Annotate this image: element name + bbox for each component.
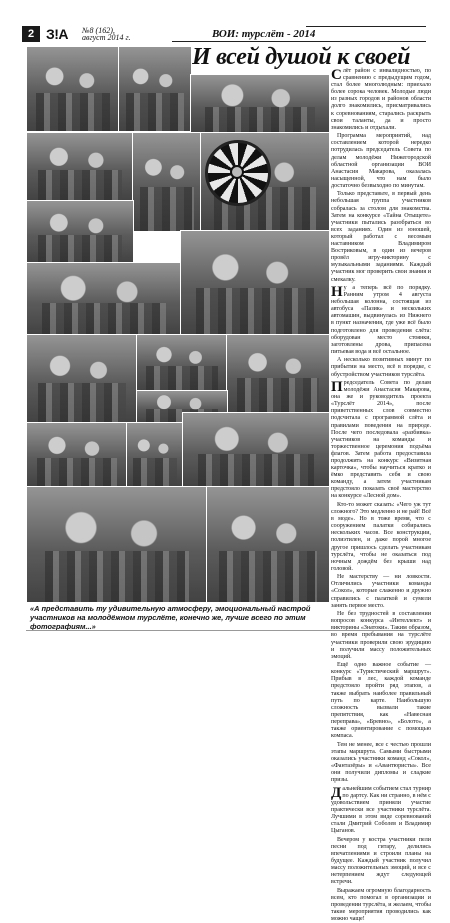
article-paragraph: Слёт район с инвалидностью, по сравнению с предыдущим годом, стал более многолюдным: приехало более сорока человек. Молодые люди из разных городов и районов области долго знакомились, присматривались к соревнованиям, старались раскрыть свои таланты, да и просто знакомились и отдыхали. (331, 67, 431, 131)
photo-team-forest (132, 132, 202, 232)
article-paragraph: Ещё одно важное событие — конкурс «Туристический маршрут». Прибыв в лес, каждой команде предстояло пройти ряд этапов, а также выбрать наиболее правильный путь по карте. Наибольшую сложность вызвали такие препятствия, как «Навесная переправа», «Бревно», «Болото», а также ориентирование с помощью компаса. (331, 662, 431, 740)
issue-date: август 2014 г. (82, 33, 131, 42)
article-paragraph: Не без трудностей в составлении вопросов конкурса «Интеллект» и викторины «Знатоки». Таким образом, во время пребывания на турслёте участники проверили свою эрудицию и получили массу положительных эмоций. (331, 611, 431, 660)
rubric-rule (306, 26, 426, 29)
article-paragraph: Дальнейшим событием стал турнир по дартсу. Как ни странно, в нём с удовольствием приняли участие практически все участники турслёта. Лучшими в этом виде соревнований стали Дмитрий Соболев и Владимир Цыганов. (331, 784, 431, 835)
article-paragraph: Кто-то может сказать: «Чего уж тут сложного? Это медленно и не рай! Всё в моде». Но в тоже время, что с сооружением палатки собирались нескольких часов. Все конструкции, полиэтилен, и даже порой многое другое пришлось сделать участникам турслёта, чтобы не оказаться под ночным дождём без крыши над головой. (331, 501, 431, 572)
photo-speaker (226, 334, 330, 414)
article-paragraph: Только представьте, в первый день небольшая группа участников собралась за столом для знакомства. Затем на конкурсе «Тайна Отыщете» участники пытались разобраться во всех заданиях. Один из юношей, который работал с весомым наставником Владимиром Востриковым, в один из вечеров провёл игру-викторину с музыкальными заданиями. Каждый участник мог проверить свои знания и смекалку. (331, 191, 431, 283)
article-paragraph: Не мастерству — ни ловкости. Отличились участники команды «Сокол», которые слаженно и дружно справились с палаткой и сумели занять первое место. (331, 574, 431, 609)
photo-table-food (190, 74, 330, 134)
article-paragraph: Председатель Совета по делам молодёжи Анастасия Макарова, она же и руководитель проекта «Турслёт 2014», после приветственных слов совместно подсчитала с программой слёта и правилами поведения на природе. После чего последовала «разбивка» участников на команды и торжественное церемония подъёма флагов. Затем работа предоставила продолжить на конкурс «Визитная карточка», чтобы научиться кратко и ёмко представить себя и свою команду, а затем участникам предстояло показать своё мастерство на конкурсе «Лесной дом». (331, 378, 431, 500)
issue-number: №8 (162), (82, 26, 115, 35)
publication-logo: З!А (46, 26, 69, 42)
photo-woman-portrait (206, 486, 330, 604)
photo-forest-path (126, 422, 184, 488)
photo-group-final (26, 486, 208, 604)
photo-relay-race (26, 334, 138, 424)
dartboard-icon (205, 140, 271, 206)
photo-field-game (26, 422, 128, 488)
article-paragraph: Ну а теперь всё по порядку. Ранним утром 4 августа небольшая колонна, состоящая из автобуса «Пазик» и нескольких автомашин, выдвинулась из Нижнего в пункт назначения, где уже всё было подготовлено для проведения слёта: оборудован место стоянки, заготовлены дрова, припасена питьевая вода и всё остальное. (331, 283, 431, 355)
article-body (331, 67, 431, 923)
photo-group-lineup (26, 200, 134, 264)
page-number: 2 (22, 26, 40, 42)
bottom-divider (26, 630, 432, 631)
article-title: И всей душой к своей (192, 44, 411, 70)
photo-picnic (118, 46, 192, 132)
photo-participants-standing (26, 132, 134, 202)
article-paragraph: Программа мероприятий, над составлением которой нередко потрудилась председатель Совета по делам молодёжи Нижегородской областной организации ВОИ Анастасия Макарова, оказалась насыщенной, что нам было достаточно безвыходно по минутам. (331, 133, 431, 189)
article-paragraph: Вечером у костра участники пели песни под гитару, делились впечатлениями и строили планы на будущее. Каждый участник получил массу положительных эмоций, и все с нетерпением ждут следующей встречи. (331, 836, 431, 886)
photo-man-portrait (180, 230, 330, 336)
photo-group-smiling (26, 262, 182, 336)
section-rubric (172, 26, 426, 42)
article-paragraph: Выражаем огромную благодарность всем, кто помогал в организации и проведении турслёта, и желаем, чтобы такие мероприятия проводились как можно чаще! (331, 887, 431, 923)
photo-caption: «А представить ту удивительную атмосферу, эмоциональный настрой участников на молодёжном турслёте, конечно же, лучше всего по этим фотографиям...» (26, 602, 332, 628)
article-paragraph: Тем не менее, все с честью прошли этапы маршрута. Самыми быстрыми оказались участники команд «Сокол», «Фантазёры» и «Авантюристы». Все они получили дипломы и сладкие призы. (331, 741, 431, 784)
rubric-text: ВОИ: турслёт - 2014 (212, 28, 316, 40)
page-header (22, 26, 426, 42)
photo-group-outdoor (182, 412, 330, 488)
photo-group-portrait (26, 46, 120, 132)
article-paragraph: А несколько позитивных минут по прибытии на место, всё в порядке, с обустройством участников турслёта. (331, 357, 431, 378)
issue-info (82, 27, 131, 41)
photo-team-tent (136, 334, 228, 392)
